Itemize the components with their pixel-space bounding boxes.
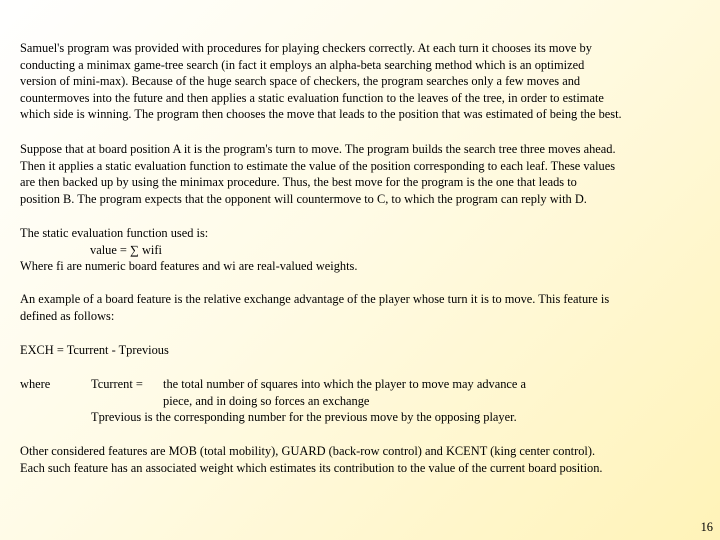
text-line: Where fi are numeric board features and wi are real-valued weights.: [20, 259, 358, 274]
text-line: Other considered features are MOB (total mobility), GUARD (back-row control) and KCENT (king center control).: [20, 444, 596, 458]
text-line: conducting a minimax game-tree search (in fact it employs an alpha-beta searching method which is an optimized: [20, 57, 585, 72]
evaluation-formula: value = ∑ wifi: [90, 242, 162, 257]
exch-formula: [20, 342, 710, 359]
text-line: version of mini-max). Because of the huge search space of checkers, the program searches only a few moves and: [20, 74, 581, 89]
text-line: position B. The program expects that the opponent will countermove to C, to which the program can reply with D.: [20, 191, 587, 206]
paragraph-static-evaluation: [20, 225, 710, 275]
exch-formula-text: EXCH = Tcurrent - Tprevious: [20, 343, 169, 357]
tcurrent-term: Tcurrent =: [91, 377, 143, 391]
tcurrent-definition: the total number of squares into which the player to move may advance a: [163, 377, 526, 391]
text-line: Then it applies a static evaluation function to estimate the value of the position corresponding to each leaf. These values: [20, 158, 616, 173]
text-line: The static evaluation function used is:: [20, 226, 209, 240]
paragraph-samuels-program: [20, 40, 710, 123]
tprevious-definition: Tprevious is the corresponding number for the previous move by the opposing player.: [91, 410, 517, 425]
text-line: Each such feature has an associated weight which estimates its contribution to the value of the current board position.: [20, 460, 603, 475]
paragraph-board-feature: [20, 291, 710, 324]
tcurrent-definition-cont: piece, and in doing so forces an exchange: [163, 393, 370, 408]
text-line: which side is winning. The program then chooses the move that leads to the position that was estimated of being the best.: [20, 107, 622, 122]
paragraph-board-position: [20, 141, 710, 207]
text-line: are then backed up by using the minimax procedure. Thus, the best move for the program is the one that leads to: [20, 175, 577, 190]
text-line: Samuel's program was provided with procedures for playing checkers correctly. At each turn it chooses its move by: [20, 41, 592, 55]
where-definitions: [20, 376, 710, 426]
text-line: defined as follows:: [20, 308, 115, 323]
text-line: An example of a board feature is the relative exchange advantage of the player whose turn it is to move. This feature is: [20, 292, 610, 306]
text-line: Suppose that at board position A it is the program's turn to move. The program builds the search tree three moves ahead.: [20, 142, 616, 156]
paragraph-other-features: [20, 443, 710, 476]
text-line: countermoves into the future and then applies a static evaluation function to the leaves of the tree, in order to estimate: [20, 90, 604, 105]
where-label: where: [20, 377, 51, 391]
page-number: 16: [700, 520, 713, 534]
